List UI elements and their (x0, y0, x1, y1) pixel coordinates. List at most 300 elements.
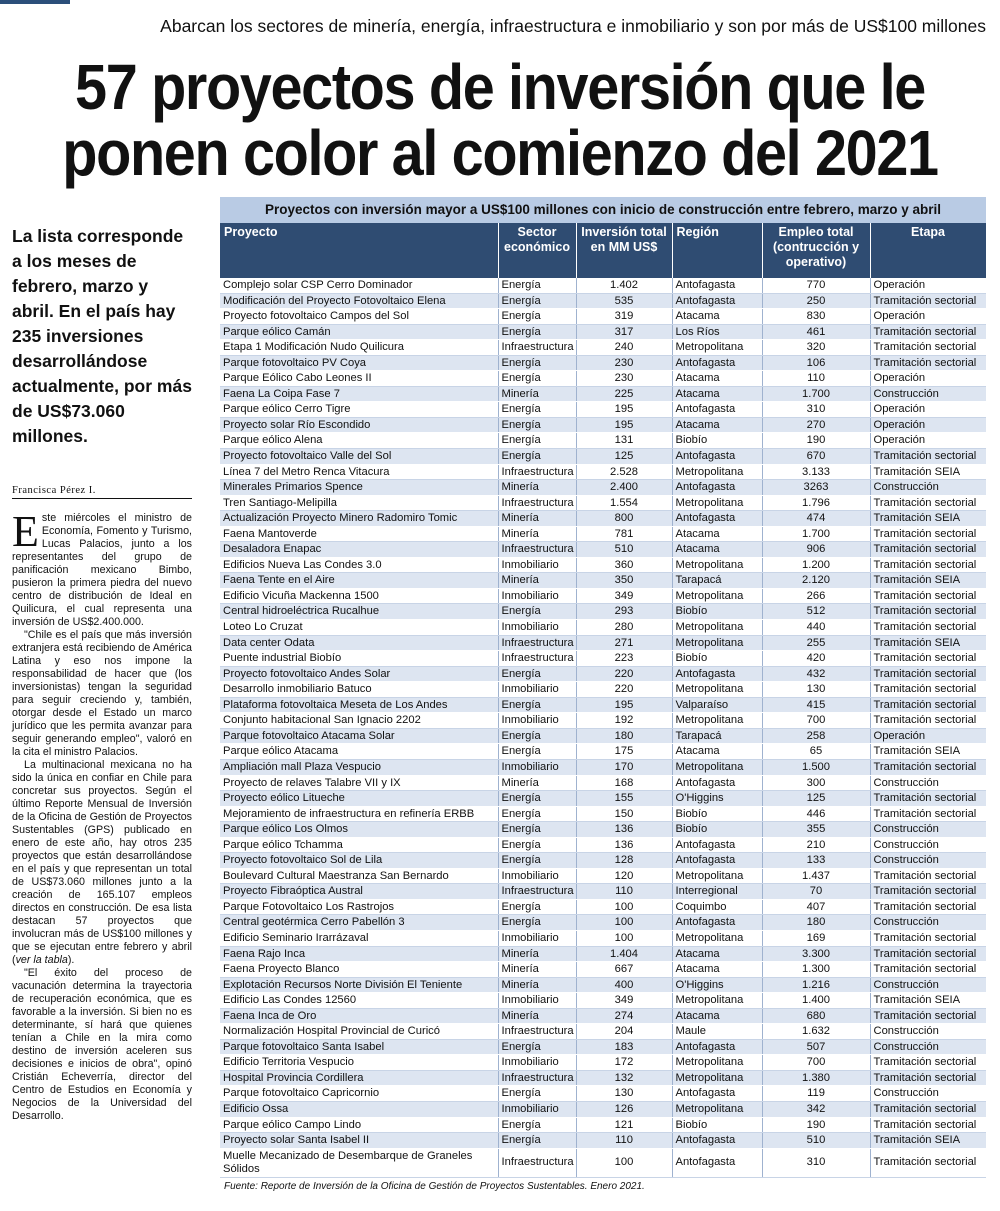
cell-inversion: 100 (576, 1148, 672, 1177)
cell-proyecto: Proyecto solar Santa Isabel II (220, 1133, 498, 1149)
cell-region: Metropolitana (672, 759, 762, 775)
cell-etapa: Tramitación sectorial (870, 884, 986, 900)
table-row (220, 293, 986, 309)
cell-region: Atacama (672, 417, 762, 433)
cell-etapa: Tramitación sectorial (870, 1055, 986, 1071)
table-row (220, 666, 986, 682)
table-row (220, 1039, 986, 1055)
table-row (220, 697, 986, 713)
table-row (220, 402, 986, 418)
cell-proyecto: Línea 7 del Metro Renca Vitacura (220, 464, 498, 480)
cell-sector: Inmobiliario (498, 682, 576, 698)
cell-region: Atacama (672, 309, 762, 325)
cell-region: Coquimbo (672, 899, 762, 915)
table-row (220, 744, 986, 760)
table-row (220, 526, 986, 542)
article-body (12, 507, 192, 1123)
table-row (220, 355, 986, 371)
cell-empleo: 210 (762, 837, 870, 853)
cell-region: Metropolitana (672, 1055, 762, 1071)
table-row (220, 759, 986, 775)
cell-inversion: 240 (576, 340, 672, 356)
cell-sector: Minería (498, 526, 576, 542)
cell-inversion: 230 (576, 371, 672, 387)
table-row (220, 449, 986, 465)
cell-inversion: 1.404 (576, 946, 672, 962)
cell-etapa: Construcción (870, 1086, 986, 1102)
cell-empleo: 190 (762, 433, 870, 449)
cell-empleo: 906 (762, 542, 870, 558)
cell-region: Antofagasta (672, 511, 762, 527)
cell-empleo: 2.120 (762, 573, 870, 589)
cell-empleo: 415 (762, 697, 870, 713)
cell-sector: Infraestructura (498, 495, 576, 511)
cell-proyecto: Normalización Hospital Provincial de Curicó (220, 1024, 498, 1040)
cell-inversion: 280 (576, 620, 672, 636)
cell-empleo: 133 (762, 853, 870, 869)
cell-etapa: Construcción (870, 1024, 986, 1040)
cell-etapa: Tramitación sectorial (870, 666, 986, 682)
cell-proyecto: Faena Mantoverde (220, 526, 498, 542)
cell-proyecto: Parque fotovoltaico Capricornio (220, 1086, 498, 1102)
cell-inversion: 349 (576, 588, 672, 604)
cell-proyecto: Proyecto fotovoltaico Andes Solar (220, 666, 498, 682)
cell-inversion: 126 (576, 1101, 672, 1117)
cell-etapa: Construcción (870, 1039, 986, 1055)
cell-region: Maule (672, 1024, 762, 1040)
cell-etapa: Tramitación sectorial (870, 806, 986, 822)
cell-sector: Energía (498, 822, 576, 838)
table-row (220, 542, 986, 558)
cell-proyecto: Parque fotovoltaico PV Coya (220, 355, 498, 371)
cell-etapa: Tramitación sectorial (870, 604, 986, 620)
cell-proyecto: Etapa 1 Modificación Nudo Quilicura (220, 340, 498, 356)
cell-sector: Inmobiliario (498, 868, 576, 884)
table-row (220, 713, 986, 729)
cell-proyecto: Desaladora Enapac (220, 542, 498, 558)
cell-empleo: 1.300 (762, 962, 870, 978)
table-row (220, 433, 986, 449)
cell-proyecto: Plataforma fotovoltaica Meseta de Los Andes (220, 697, 498, 713)
cell-sector: Energía (498, 604, 576, 620)
cell-proyecto: Faena La Coipa Fase 7 (220, 386, 498, 402)
kicker: Abarcan los sectores de minería, energía, infraestructura e inmobiliario y son por más de US$100 millones (160, 16, 986, 36)
table-row (220, 1086, 986, 1102)
cell-empleo: 680 (762, 1008, 870, 1024)
cell-empleo: 3.300 (762, 946, 870, 962)
cell-etapa: Tramitación sectorial (870, 1070, 986, 1086)
cell-proyecto: Parque eólico Cerro Tigre (220, 402, 498, 418)
cell-empleo: 830 (762, 309, 870, 325)
cell-proyecto: Ampliación mall Plaza Vespucio (220, 759, 498, 775)
cell-region: Metropolitana (672, 464, 762, 480)
cell-empleo: 432 (762, 666, 870, 682)
table-row (220, 604, 986, 620)
cell-region: Antofagasta (672, 837, 762, 853)
table-header-row (220, 223, 986, 278)
table-row (220, 775, 986, 791)
cell-empleo: 270 (762, 417, 870, 433)
cell-sector: Minería (498, 480, 576, 496)
cell-proyecto: Faena Rajo Inca (220, 946, 498, 962)
top-accent-bar (0, 0, 70, 4)
table-row (220, 1055, 986, 1071)
cell-region: Antofagasta (672, 915, 762, 931)
cell-region: Metropolitana (672, 1070, 762, 1086)
cell-sector: Infraestructura (498, 1070, 576, 1086)
cell-etapa: Tramitación sectorial (870, 557, 986, 573)
cell-region: Atacama (672, 542, 762, 558)
cell-inversion: 110 (576, 1133, 672, 1149)
cell-etapa: Tramitación sectorial (870, 868, 986, 884)
cell-proyecto: Edificios Nueva Las Condes 3.0 (220, 557, 498, 573)
cell-region: Interregional (672, 884, 762, 900)
cell-proyecto: Modificación del Proyecto Fotovoltaico Elena (220, 293, 498, 309)
cell-sector: Minería (498, 775, 576, 791)
cell-region: Biobío (672, 604, 762, 620)
cell-sector: Inmobiliario (498, 993, 576, 1009)
cell-etapa: Tramitación sectorial (870, 930, 986, 946)
cell-proyecto: Explotación Recursos Norte División El Teniente (220, 977, 498, 993)
cell-region: Atacama (672, 946, 762, 962)
cell-empleo: 507 (762, 1039, 870, 1055)
cell-empleo: 1.700 (762, 386, 870, 402)
cell-proyecto: Tren Santiago-Melipilla (220, 495, 498, 511)
cell-empleo: 407 (762, 899, 870, 915)
cell-sector: Energía (498, 837, 576, 853)
cell-inversion: 220 (576, 666, 672, 682)
cell-inversion: 317 (576, 324, 672, 340)
cell-proyecto: Proyecto fotovoltaico Valle del Sol (220, 449, 498, 465)
cell-inversion: 155 (576, 791, 672, 807)
cell-inversion: 800 (576, 511, 672, 527)
table-row (220, 930, 986, 946)
cell-proyecto: Parque Eólico Cabo Leones II (220, 371, 498, 387)
cell-inversion: 192 (576, 713, 672, 729)
table-row (220, 791, 986, 807)
cell-etapa: Tramitación SEIA (870, 464, 986, 480)
cell-inversion: 100 (576, 930, 672, 946)
cell-etapa: Tramitación sectorial (870, 355, 986, 371)
cell-empleo: 3.133 (762, 464, 870, 480)
cell-empleo: 770 (762, 278, 870, 293)
cell-sector: Energía (498, 915, 576, 931)
cell-empleo: 1.500 (762, 759, 870, 775)
cell-region: Metropolitana (672, 495, 762, 511)
cell-empleo: 700 (762, 1055, 870, 1071)
cell-sector: Energía (498, 728, 576, 744)
cell-empleo: 512 (762, 604, 870, 620)
table-row (220, 480, 986, 496)
projects-table-box (220, 195, 986, 1178)
table-row (220, 557, 986, 573)
cell-inversion: 125 (576, 449, 672, 465)
cell-proyecto: Edificio Seminario Irarrázaval (220, 930, 498, 946)
cell-inversion: 195 (576, 417, 672, 433)
cell-inversion: 220 (576, 682, 672, 698)
cell-sector: Energía (498, 278, 576, 293)
cell-proyecto: Minerales Primarios Spence (220, 480, 498, 496)
cell-proyecto: Proyecto fotovoltaico Campos del Sol (220, 309, 498, 325)
cell-empleo: 510 (762, 1133, 870, 1149)
cell-region: Biobío (672, 651, 762, 667)
cell-sector: Inmobiliario (498, 713, 576, 729)
cell-empleo: 180 (762, 915, 870, 931)
cell-inversion: 271 (576, 635, 672, 651)
cell-empleo: 110 (762, 371, 870, 387)
cell-sector: Inmobiliario (498, 930, 576, 946)
cell-empleo: 1.437 (762, 868, 870, 884)
cell-proyecto: Parque eólico Campo Lindo (220, 1117, 498, 1133)
cell-proyecto: Parque eólico Tchamma (220, 837, 498, 853)
cell-region: Biobío (672, 433, 762, 449)
table-body (220, 278, 986, 1177)
cell-etapa: Tramitación sectorial (870, 588, 986, 604)
cell-inversion: 195 (576, 402, 672, 418)
cell-empleo: 125 (762, 791, 870, 807)
cell-empleo: 320 (762, 340, 870, 356)
cell-empleo: 420 (762, 651, 870, 667)
cell-region: Metropolitana (672, 557, 762, 573)
table-source: Fuente: Reporte de Inversión de la Oficina de Gestión de Proyectos Sustentables. Enero 2021. (224, 1181, 645, 1192)
table-row (220, 853, 986, 869)
cell-empleo: 1.796 (762, 495, 870, 511)
cell-empleo: 670 (762, 449, 870, 465)
cell-etapa: Operación (870, 402, 986, 418)
cell-inversion: 183 (576, 1039, 672, 1055)
cell-etapa: Tramitación sectorial (870, 1148, 986, 1177)
cell-inversion: 100 (576, 915, 672, 931)
cell-etapa: Construcción (870, 386, 986, 402)
cell-inversion: 130 (576, 1086, 672, 1102)
cell-sector: Energía (498, 293, 576, 309)
cell-empleo: 474 (762, 511, 870, 527)
cell-region: Metropolitana (672, 1101, 762, 1117)
cell-region: Antofagasta (672, 355, 762, 371)
cell-etapa: Operación (870, 433, 986, 449)
cell-proyecto: Proyecto eólico Litueche (220, 791, 498, 807)
table-row (220, 495, 986, 511)
table-row (220, 511, 986, 527)
cell-proyecto: Faena Proyecto Blanco (220, 962, 498, 978)
cell-proyecto: Faena Inca de Oro (220, 1008, 498, 1024)
cell-empleo: 255 (762, 635, 870, 651)
cell-empleo: 106 (762, 355, 870, 371)
cell-proyecto: Muelle Mecanizado de Desembarque de Graneles Sólidos (220, 1148, 498, 1177)
headline-line-2: ponen color al comienzo del 2021 (62, 117, 938, 189)
cell-inversion: 230 (576, 355, 672, 371)
cell-proyecto: Parque eólico Camán (220, 324, 498, 340)
cell-etapa: Tramitación SEIA (870, 744, 986, 760)
paragraph-3-text: La multinacional mexicana no ha sido la única en confiar en Chile para concretar sus proyectos. Según el último Reporte Mensual de Inversión de la Oficina de Gestión de Proyectos Sustentables (GPS) publicado en enero de este año, hay otros 235 proyectos que están desarrollándose en el país y que representan un total de US$73.060 millones junto a la creación de 165.107 empleos directos en construcción. De esa lista destacan 57 proyectos que involucran más de US$100 millones y que se ejecutan entre febrero y abril ( (12, 759, 192, 966)
cell-sector: Energía (498, 355, 576, 371)
cell-sector: Inmobiliario (498, 620, 576, 636)
table-row (220, 324, 986, 340)
article-paragraph-3 (12, 759, 192, 967)
cell-sector: Energía (498, 417, 576, 433)
cell-etapa: Construcción (870, 775, 986, 791)
header-inversion: Inversión total en MM US$ (576, 223, 672, 278)
table-row (220, 309, 986, 325)
cell-empleo: 258 (762, 728, 870, 744)
cell-sector: Energía (498, 433, 576, 449)
cell-empleo: 440 (762, 620, 870, 636)
cell-region: Atacama (672, 386, 762, 402)
table-row (220, 806, 986, 822)
cell-empleo: 65 (762, 744, 870, 760)
table-row (220, 868, 986, 884)
cell-etapa: Tramitación sectorial (870, 449, 986, 465)
cell-inversion: 136 (576, 822, 672, 838)
cell-region: Metropolitana (672, 620, 762, 636)
cell-region: Biobío (672, 1117, 762, 1133)
cell-empleo: 119 (762, 1086, 870, 1102)
cell-inversion: 293 (576, 604, 672, 620)
cell-etapa: Tramitación sectorial (870, 713, 986, 729)
cell-empleo: 1.216 (762, 977, 870, 993)
cell-inversion: 195 (576, 697, 672, 713)
cell-etapa: Tramitación sectorial (870, 1117, 986, 1133)
cell-sector: Energía (498, 1117, 576, 1133)
cell-etapa: Tramitación SEIA (870, 573, 986, 589)
table-row (220, 651, 986, 667)
table-row (220, 278, 986, 293)
cell-inversion: 360 (576, 557, 672, 573)
cell-inversion: 510 (576, 542, 672, 558)
cell-region: Metropolitana (672, 682, 762, 698)
header-region: Región (672, 223, 762, 278)
cell-etapa: Tramitación sectorial (870, 526, 986, 542)
cell-sector: Minería (498, 946, 576, 962)
cell-empleo: 169 (762, 930, 870, 946)
cell-region: Antofagasta (672, 1086, 762, 1102)
cell-sector: Inmobiliario (498, 1055, 576, 1071)
cell-inversion: 349 (576, 993, 672, 1009)
cell-region: Los Ríos (672, 324, 762, 340)
table-row (220, 993, 986, 1009)
cell-region: Tarapacá (672, 728, 762, 744)
cell-etapa: Tramitación sectorial (870, 293, 986, 309)
cell-proyecto: Edificio Territoria Vespucio (220, 1055, 498, 1071)
header-etapa: Etapa (870, 223, 986, 278)
cell-sector: Energía (498, 666, 576, 682)
table-row (220, 340, 986, 356)
cell-proyecto: Parque fotovoltaico Santa Isabel (220, 1039, 498, 1055)
table-row (220, 417, 986, 433)
cell-region: Atacama (672, 526, 762, 542)
cell-empleo: 190 (762, 1117, 870, 1133)
cell-proyecto: Mejoramiento de infraestructura en refinería ERBB (220, 806, 498, 822)
cell-proyecto: Proyecto solar Río Escondido (220, 417, 498, 433)
cell-etapa: Tramitación SEIA (870, 635, 986, 651)
cell-proyecto: Proyecto fotovoltaico Sol de Lila (220, 853, 498, 869)
cell-inversion: 175 (576, 744, 672, 760)
cell-inversion: 274 (576, 1008, 672, 1024)
cell-etapa: Tramitación SEIA (870, 1133, 986, 1149)
cell-sector: Inmobiliario (498, 557, 576, 573)
cell-empleo: 70 (762, 884, 870, 900)
cell-empleo: 700 (762, 713, 870, 729)
cell-etapa: Operación (870, 417, 986, 433)
cell-inversion: 535 (576, 293, 672, 309)
cell-proyecto: Parque eólico Alena (220, 433, 498, 449)
cell-etapa: Construcción (870, 977, 986, 993)
cell-sector: Minería (498, 511, 576, 527)
cell-inversion: 204 (576, 1024, 672, 1040)
byline: Francisca Pérez I. (12, 485, 192, 499)
dropcap: E (12, 507, 39, 556)
cell-inversion: 180 (576, 728, 672, 744)
cell-sector: Energía (498, 1086, 576, 1102)
cell-proyecto: Loteo Lo Cruzat (220, 620, 498, 636)
cell-proyecto: Edificio Ossa (220, 1101, 498, 1117)
cell-proyecto: Complejo solar CSP Cerro Dominador (220, 278, 498, 293)
cell-etapa: Construcción (870, 915, 986, 931)
cell-etapa: Tramitación sectorial (870, 324, 986, 340)
cell-empleo: 1.380 (762, 1070, 870, 1086)
cell-sector: Infraestructura (498, 542, 576, 558)
cell-etapa: Construcción (870, 837, 986, 853)
cell-empleo: 310 (762, 402, 870, 418)
cell-etapa: Operación (870, 278, 986, 293)
cell-proyecto: Proyecto de relaves Talabre VII y IX (220, 775, 498, 791)
cell-sector: Minería (498, 386, 576, 402)
cell-sector: Inmobiliario (498, 759, 576, 775)
cell-empleo: 250 (762, 293, 870, 309)
cell-empleo: 1.200 (762, 557, 870, 573)
cell-sector: Energía (498, 697, 576, 713)
cell-sector: Energía (498, 1039, 576, 1055)
cell-etapa: Operación (870, 309, 986, 325)
cell-sector: Inmobiliario (498, 1101, 576, 1117)
cell-sector: Infraestructura (498, 340, 576, 356)
cell-etapa: Tramitación SEIA (870, 511, 986, 527)
cell-proyecto: Boulevard Cultural Maestranza San Bernardo (220, 868, 498, 884)
cell-inversion: 110 (576, 884, 672, 900)
cell-proyecto: Edificio Las Condes 12560 (220, 993, 498, 1009)
table-row (220, 635, 986, 651)
cell-empleo: 266 (762, 588, 870, 604)
cell-proyecto: Puente industrial Biobío (220, 651, 498, 667)
table-row (220, 946, 986, 962)
cell-inversion: 319 (576, 309, 672, 325)
lead-paragraph: La lista corresponde a los meses de febrero, marzo y abril. En el país hay 235 inversiones desarrollándose actualmente, por más de US$73.060 millones. (12, 226, 192, 446)
table-row (220, 728, 986, 744)
table-row (220, 1008, 986, 1024)
cell-inversion: 172 (576, 1055, 672, 1071)
cell-region: Antofagasta (672, 480, 762, 496)
cell-region: Antofagasta (672, 1133, 762, 1149)
cell-sector: Infraestructura (498, 884, 576, 900)
cell-region: Antofagasta (672, 1039, 762, 1055)
cell-etapa: Tramitación sectorial (870, 962, 986, 978)
table-row (220, 464, 986, 480)
cell-region: Metropolitana (672, 635, 762, 651)
cell-sector: Minería (498, 573, 576, 589)
cell-inversion: 100 (576, 899, 672, 915)
cell-etapa: Tramitación SEIA (870, 993, 986, 1009)
cell-region: Atacama (672, 371, 762, 387)
cell-region: Metropolitana (672, 868, 762, 884)
cell-region: Atacama (672, 1008, 762, 1024)
cell-sector: Inmobiliario (498, 588, 576, 604)
cell-inversion: 128 (576, 853, 672, 869)
table-row (220, 977, 986, 993)
cell-region: Antofagasta (672, 449, 762, 465)
table-row (220, 371, 986, 387)
paragraph-1-text: ste miércoles el ministro de Economía, Fomento y Turismo, Lucas Palacios, junto a los representantes del grupo de panificación mexicano Bimbo, pusieron la primera piedra del nuevo centro de distribución de Ideal en Quilicura, el cual representa una inversión de US$2.400.000. (12, 512, 192, 628)
cell-inversion: 2.400 (576, 480, 672, 496)
